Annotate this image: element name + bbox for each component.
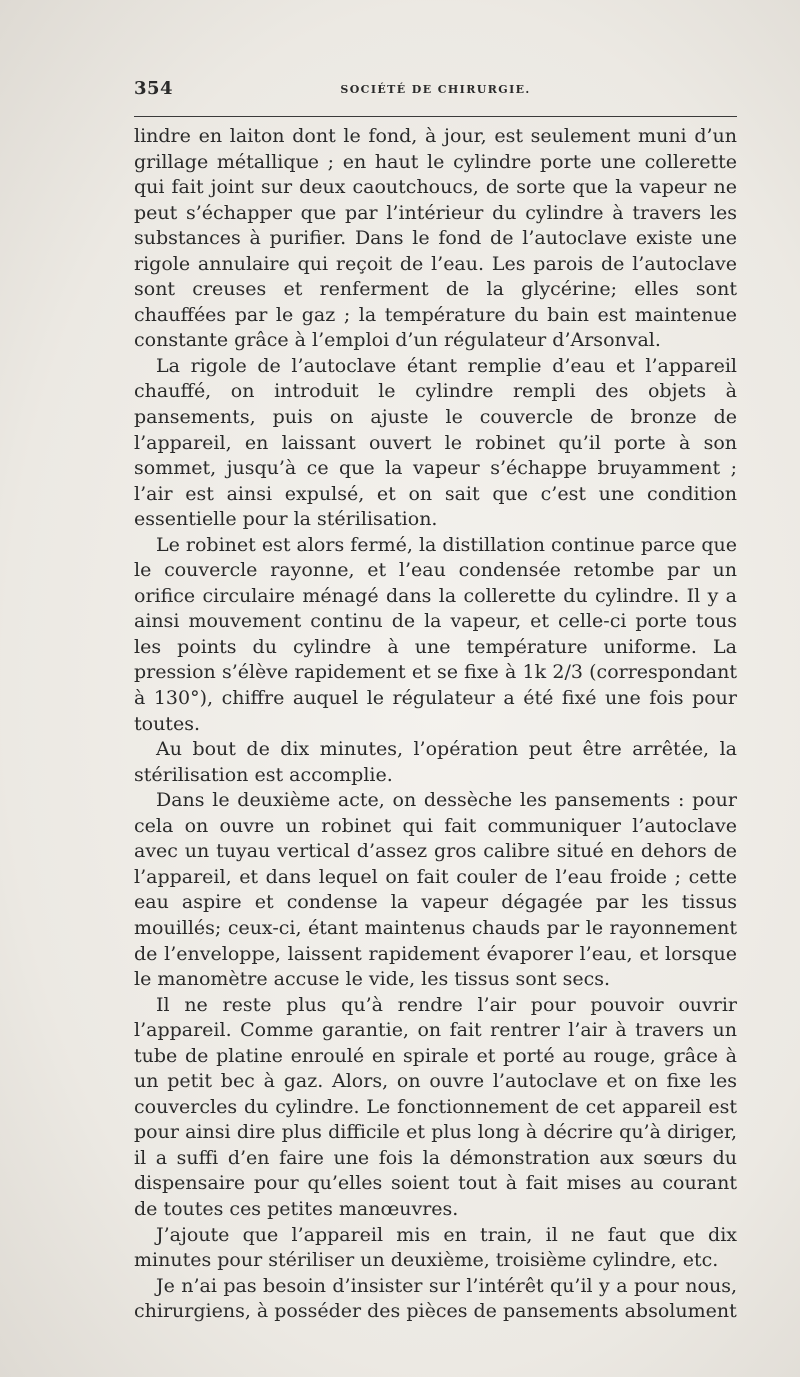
header-rule: [134, 116, 737, 117]
page-number: 354: [134, 78, 174, 99]
paragraph: Dans le deuxième acte, on dessèche les pansements : pour cela on ouvre un robinet qui fait communiquer l’autoclave avec un tuyau vertical d’assez gros calibre situé en dehors de l’appareil, et dans lequel on fait couler de l’eau froide ; cette eau aspire et condense la vapeur dégagée par les tissus mouillés; ceux-ci, étant maintenus chauds par le rayonnement de l’enveloppe, laissent rapidement évaporer l’eau, et lorsque le manomètre accuse le vide, les tissus sont secs.: [134, 789, 737, 991]
paragraph: Je n’ai pas besoin d’insister sur l’intérêt qu’il y a pour nous, chirurgiens, à posséder des pièces de pansements absolument: [134, 1274, 737, 1323]
paragraph: Au bout de dix minutes, l’opération peut être arrêtée, la stérilisation est accomplie.: [134, 738, 737, 786]
paragraph: Le robinet est alors fermé, la distillation continue parce que le couvercle rayonne, et l’eau condensée retombe par un orifice circulaire ménagé dans la collerette du cylindre. Il y a ainsi mouvement continu de la vapeur, et celle-ci porte tous les points du cylindre à une température uniforme. La pression s’élève rapidement et se fixe à 1k 2/3 (correspondant à 130°), chiffre auquel le régulateur a été fixé une fois pour toutes.: [134, 533, 737, 735]
running-title: SOCIÉTÉ DE CHIRURGIE.: [340, 83, 531, 96]
paragraph: J’ajoute que l’appareil mis en train, il ne faut que dix minutes pour stériliser un deuxième, troisième cylindre, etc.: [134, 1223, 737, 1272]
paragraph: Il ne reste plus qu’à rendre l’air pour pouvoir ouvrir l’appareil. Comme garantie, on fait rentrer l’air à travers un tube de platine enroulé en spirale et porté au rouge, grâce à un petit bec à gaz. Alors, on ouvre l’autoclave et on fixe les couvercles du cylindre. Le fonctionnement de cet appareil est pour ainsi dire plus difficile et plus long à décrire qu’à diriger, il a suffi d’en faire une fois la démonstration aux sœurs du dispensaire pour qu’elles soient tout à fait mises au courant de toutes ces petites manœuvres.: [134, 993, 737, 1220]
body-text: [134, 124, 737, 1325]
page-header: [134, 78, 737, 104]
paragraph-continued: lindre en laiton dont le fond, à jour, est seulement muni d’un grillage métallique ; en haut le cylindre porte une collerette qui fait joint sur deux caoutchoucs, de sorte que la vapeur ne peut s’échapper que par l’intérieur du cylindre à travers les substances à purifier. Dans le fond de l’autoclave existe une rigole annulaire qui reçoit de l’eau. Les parois de l’autoclave sont creuses et renferment de la glycérine; elles sont chauffées par le gaz ; la température du bain est maintenue constante grâce à l’emploi d’un régulateur d’Arsonval.: [134, 125, 737, 352]
paragraph: La rigole de l’autoclave étant remplie d’eau et l’appareil chauffé, on introduit le cylindre rempli des objets à pansements, puis on ajuste le couvercle de bronze de l’appareil, en laissant ouvert le robinet qu’il porte à son sommet, jusqu’à ce que la vapeur s’échappe bruyamment ; l’air est ainsi expulsé, et on sait que c’est une condition essentielle pour la stérilisation.: [134, 354, 737, 531]
